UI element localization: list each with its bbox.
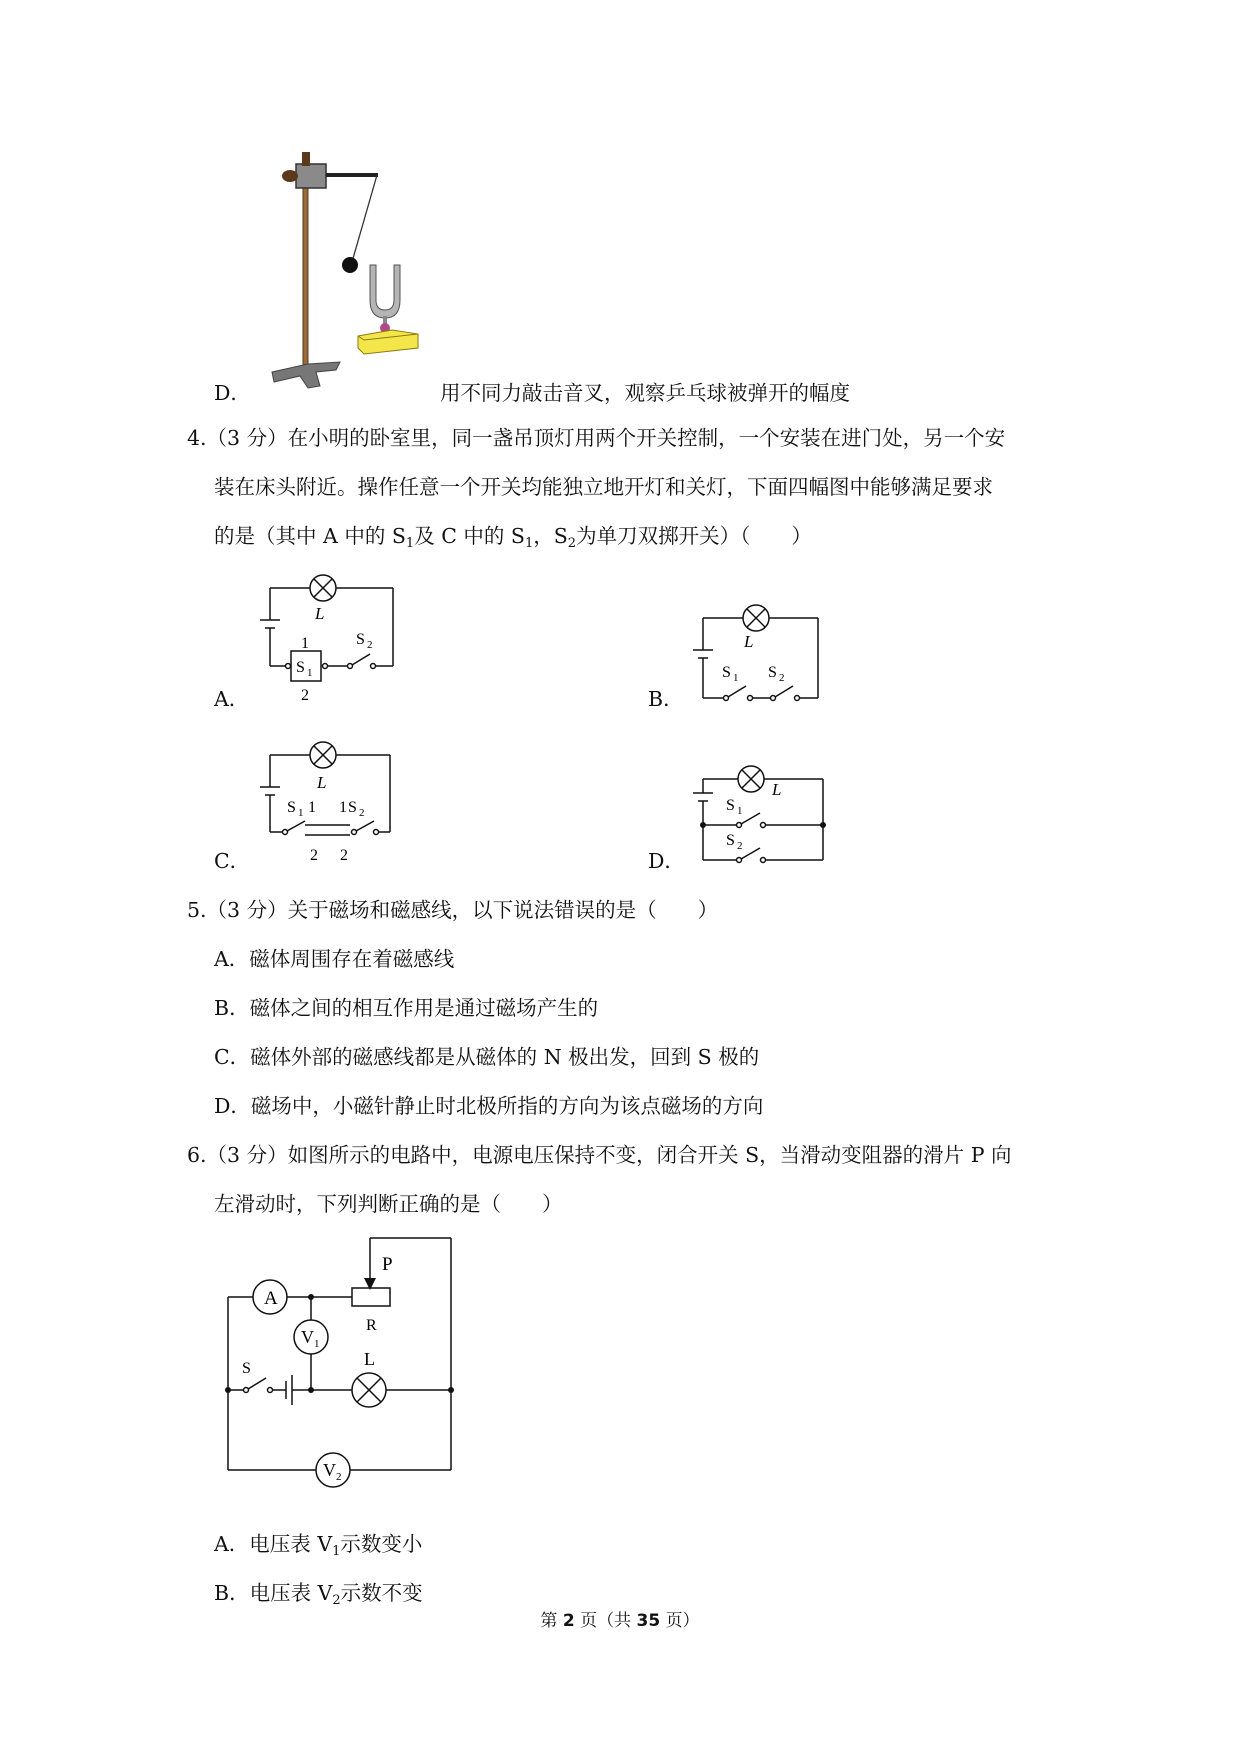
q5-option-a: A．磁体周围存在着磁感线 [214, 947, 455, 971]
lamp-l-label: L [364, 1349, 375, 1369]
subscript: 1 [524, 536, 534, 551]
s2-label: S [726, 832, 735, 849]
s2-label: S [348, 799, 357, 816]
s1-label: S [296, 659, 305, 676]
ammeter-label: A [264, 1288, 278, 1309]
q4-option-a: A． [214, 687, 250, 711]
pos2-label: 2 [340, 847, 348, 864]
v2-subscript: 2 [336, 1471, 342, 1483]
s1-subscript: 1 [298, 807, 304, 819]
circuit-d-figure [688, 755, 828, 870]
s2-subscript: 2 [359, 807, 365, 819]
circuit-b-figure [688, 600, 828, 710]
q4-stem-line2: 装在床头附近。操作任意一个开关均能独立地开灯和关灯，下面四幅图中能够满足要求 [214, 475, 993, 499]
s2-subscript: 2 [737, 840, 743, 852]
option-text: 示数变小 [340, 1532, 423, 1556]
s2-label: S [356, 631, 365, 648]
q4-text-part: 及 C 中的 S [414, 524, 525, 548]
q6-stem-line1: 6.（3 分）如图所示的电路中，电源电压保持不变，闭合开关 S，当滑动变阻器的滑片 P 向 [187, 1143, 1012, 1167]
s1-label: S [722, 664, 731, 681]
footer-text: 页（共 [580, 1611, 632, 1631]
pos1-label: 1 [308, 799, 316, 816]
s1-subscript: 1 [733, 672, 739, 684]
slider-p-label: P [382, 1254, 393, 1275]
q4-option-c: C． [214, 849, 251, 873]
q4-text-part: 的是（其中 A 中的 S [214, 524, 406, 548]
v1-label: V [301, 1327, 314, 1347]
q6-stem-line2: 左滑动时，下列判断正确的是（ ） [214, 1192, 563, 1216]
s1-subscript: 1 [737, 805, 743, 817]
q5-option-b: B．磁体之间的相互作用是通过磁场产生的 [214, 996, 599, 1020]
subscript: 2 [567, 536, 577, 551]
subscript: 1 [405, 536, 415, 551]
lamp-label: L [315, 604, 325, 623]
pos2-label: 2 [301, 687, 309, 704]
s1-subscript: 1 [307, 667, 313, 679]
lamp-label: L [772, 780, 782, 799]
s1-label: S [287, 799, 296, 816]
q4-text-part: 为单刀双掷开关）（ ） [576, 524, 812, 548]
q4-text-part: ，S [533, 524, 568, 548]
pos2-label: 2 [310, 847, 318, 864]
rheostat-label: R [366, 1317, 377, 1334]
q4-stem-line1: 4.（3 分）在小明的卧室里，同一盏吊顶灯用两个开关控制，一个安装在进门处，另一个安 [187, 426, 1006, 450]
v1-subscript: 1 [314, 1338, 320, 1350]
lamp-label: L [317, 773, 327, 792]
footer-text: 页） [665, 1611, 700, 1631]
page-number: 2 [562, 1611, 575, 1631]
q4-option-b: B． [648, 687, 684, 711]
pos1-label: 1 [339, 799, 347, 816]
footer-text: 第 [540, 1611, 558, 1631]
option-text: 示数不变 [340, 1581, 423, 1605]
subscript: 1 [332, 1544, 341, 1559]
tuning-fork-figure [260, 150, 440, 405]
s2-subscript: 2 [367, 639, 373, 651]
q3-option-d-label: D． [214, 381, 251, 405]
page-footer [0, 1606, 1240, 1631]
q5-stem: 5.（3 分）关于磁场和磁感线，以下说法错误的是（ ） [187, 898, 719, 922]
q3-option-d-text: 用不同力敲击音叉，观察乒乓球被弹开的幅度 [440, 381, 850, 405]
v2-label: V [323, 1460, 336, 1480]
q6-circuit-figure [220, 1235, 470, 1510]
s2-label: S [768, 664, 777, 681]
option-text: B．电压表 V [214, 1581, 333, 1605]
q4-stem-line3 [214, 523, 812, 557]
total-pages: 35 [636, 1611, 661, 1631]
q4-option-d: D． [648, 849, 685, 873]
q6-option-a [214, 1531, 422, 1565]
subscript: 2 [332, 1593, 341, 1608]
circuit-c-figure [255, 735, 405, 870]
pos1-label: 1 [301, 635, 309, 652]
lamp-label: L [744, 632, 754, 651]
q5-option-c: C．磁体外部的磁感线都是从磁体的 N 极出发，回到 S 极的 [214, 1045, 760, 1069]
q5-option-d: D．磁场中，小磁针静止时北极所指的方向为该点磁场的方向 [214, 1094, 764, 1118]
s2-subscript: 2 [779, 672, 785, 684]
s1-label: S [726, 797, 735, 814]
option-text: A．电压表 V [214, 1532, 333, 1556]
switch-s-label: S [242, 1360, 251, 1377]
circuit-a-figure [255, 568, 405, 708]
